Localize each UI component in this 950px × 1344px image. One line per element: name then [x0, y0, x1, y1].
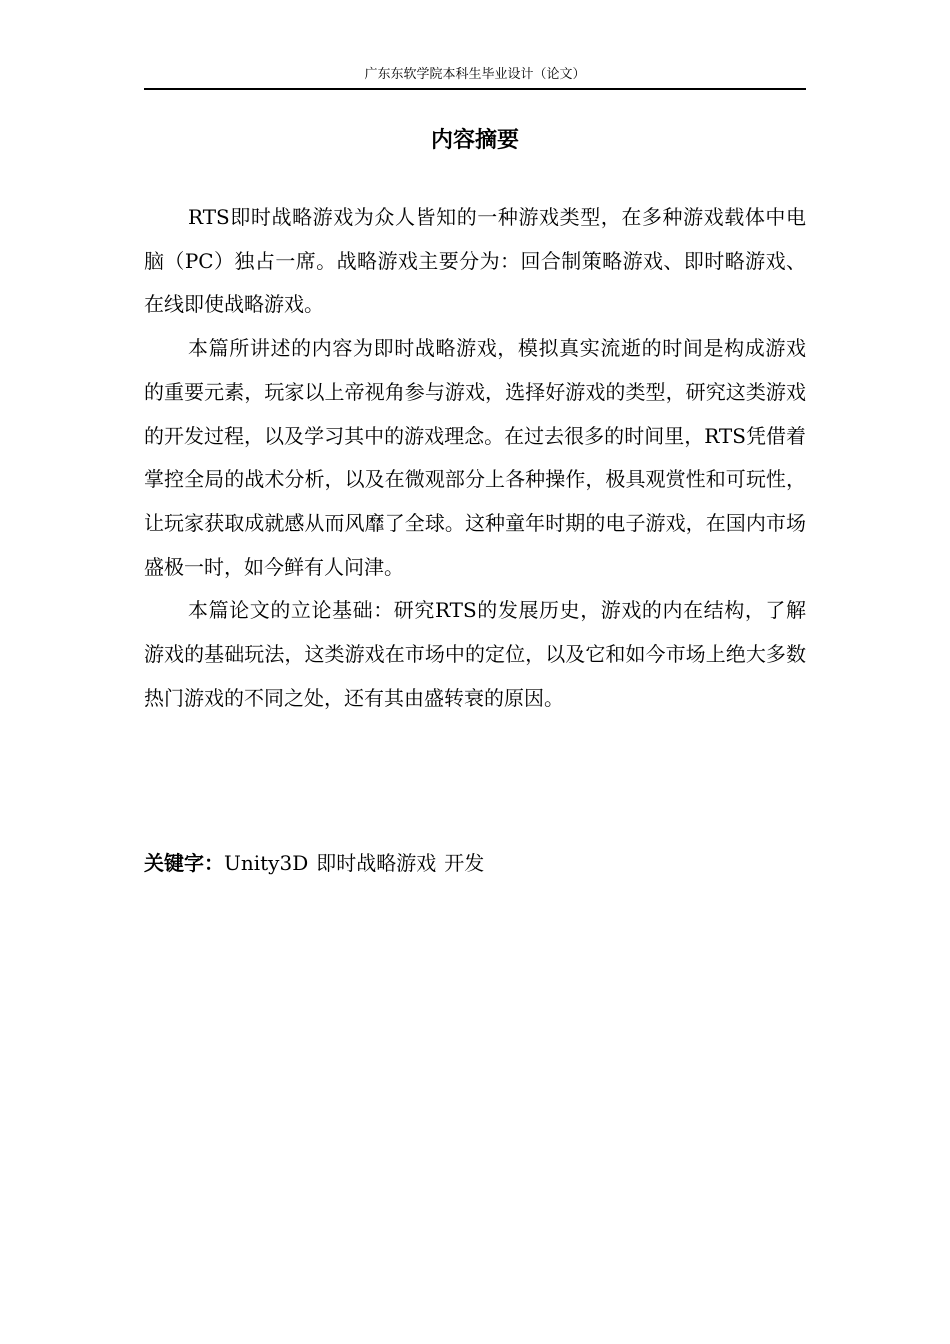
keywords-line: [144, 846, 806, 880]
keyword-item: 开发: [444, 851, 485, 875]
page-header: [144, 66, 806, 90]
abstract-body: [144, 196, 806, 720]
abstract-paragraph-1: RTS即时战略游戏为众人皆知的一种游戏类型，在多种游戏载体中电脑（PC）独占一席。战略游戏主要分为：回合制策略游戏、即时略游戏、在线即使战略游戏。: [144, 205, 806, 317]
abstract-paragraph-3: 本篇论文的立论基础：研究RTS的发展历史，游戏的内在结构，了解游戏的基础玩法，这类游戏在市场中的定位，以及它和如今市场上绝大多数热门游戏的不同之处，还有其由盛转衰的原因。: [144, 598, 806, 710]
keywords-label: 关键字：: [144, 851, 224, 875]
header-text: 广东东软学院本科生毕业设计（论文）: [364, 67, 586, 82]
keyword-item: Unity3D: [224, 851, 309, 875]
abstract-title: 内容摘要: [430, 128, 519, 153]
abstract-paragraph-2: 本篇所讲述的内容为即时战略游戏，模拟真实流逝的时间是构成游戏的重要元素，玩家以上帝视角参与游戏，选择好游戏的类型，研究这类游戏的开发过程，以及学习其中的游戏理念。在过去很多的时间里，RTS凭借着掌控全局的战术分析，以及在微观部分上各种操作，极具观赏性和可玩性，让玩家获取成就感从而风靡了全球。这种童年时期的电子游戏，在国内市场盛极一时，如今鲜有人问津。: [144, 336, 806, 579]
keyword-item: 即时战略游戏: [316, 851, 437, 875]
